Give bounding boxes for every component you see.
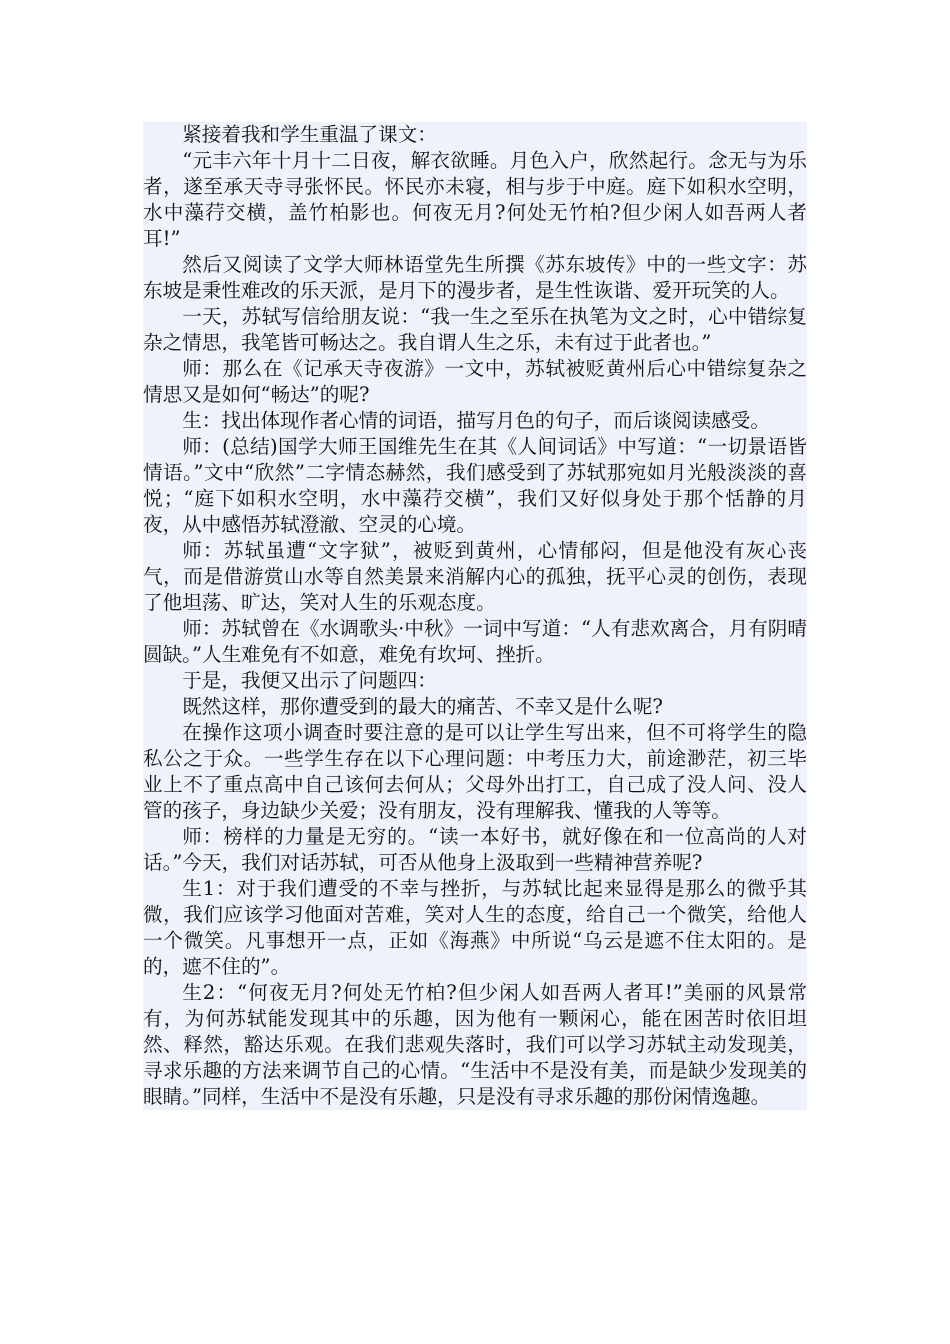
paragraph-9: 师：苏轼曾在《水调歌头·中秋》一词中写道：“人有悲欢离合，月有阴晴圆缺。”人生难免有不如意，难免有坎坷、挫折。 bbox=[143, 617, 807, 666]
paragraph-3: 然后又阅读了文学大师林语堂先生所撰《苏东坡传》中的一些文字：苏东坡是秉性难改的乐天派，是月下的漫步者，是生性诙谐、爱开玩笑的人。 bbox=[143, 253, 807, 302]
paragraph-2: “元丰六年十月十二日夜，解衣欲睡。月色入户，欣然起行。念无与为乐者，遂至承天寺寻张怀民。怀民亦未寝，相与步于中庭。庭下如积水空明，水中藻荇交横，盖竹柏影也。何夜无月?何处无竹柏?但少闲人如吾两人者耳!” bbox=[143, 149, 807, 250]
paragraph-1: 紧接着我和学生重温了课文： bbox=[182, 123, 437, 146]
paragraph-15: 生2：“何夜无月?何处无竹柏?但少闲人如吾两人者耳!”美丽的风景常有，为何苏轼能发现其中的乐趣，因为他有一颗闲心，能在困苦时依旧坦然、释然，豁达乐观。在我们悲观失落时，我们可以学习苏轼主动发现美，寻求乐趣的方法来调节自己的心情。“生活中不是没有美，而是缺少发现美的眼睛。”同样，生活中不是没有乐趣，只是没有寻求乐趣的那份闲情逸趣。 bbox=[143, 981, 807, 1108]
paragraph-14: 生1：对于我们遭受的不幸与挫折，与苏轼比起来显得是那么的微乎其微，我们应该学习他面对苦难，笑对人生的态度，给自己一个微笑，给他人一个微笑。凡事想开一点，正如《海燕》中所说“乌云是遮不住太阳的。是的，遮不住的”。 bbox=[143, 877, 807, 978]
paragraph-13: 师：榜样的力量是无穷的。“读一本好书，就好像在和一位高尚的人对话。”今天，我们对话苏轼，可否从他身上汲取到一些精神营养呢? bbox=[143, 825, 807, 874]
paragraph-7: 师：(总结)国学大师王国维先生在其《人间词话》中写道：“一切景语皆情语。”文中“欣然”二字情态赫然，我们感受到了苏轼那宛如月光般淡淡的喜悦；“庭下如积水空明，水中藻荇交横”，我们又好似身处于那个恬静的月夜，从中感悟苏轼澄澈、空灵的心境。 bbox=[143, 435, 807, 536]
paragraph-10: 于是，我便又出示了问题四： bbox=[182, 669, 437, 692]
paragraph-4: 一天，苏轼写信给朋友说：“我一生之至乐在执笔为文之时，心中错综复杂之情思，我笔皆可畅达之。我自谓人生之乐，未有过于此者也。” bbox=[143, 305, 807, 354]
paragraph-8: 师：苏轼虽遭“文字狱”，被贬到黄州，心情郁闷，但是他没有灰心丧气，而是借游赏山水等自然美景来消解内心的孤独，抚平心灵的创伤，表现了他坦荡、旷达，笑对人生的乐观态度。 bbox=[143, 539, 807, 614]
paragraph-12: 在操作这项小调查时要注意的是可以让学生写出来，但不可将学生的隐私公之于众。一些学生存在以下心理问题：中考压力大，前途渺茫，初三毕业上不了重点高中自己该何去何从；父母外出打工，自己成了没人问、没人管的孩子，身边缺少关爱；没有朋友，没有理解我、懂我的人等等。 bbox=[143, 721, 807, 822]
paragraph-11: 既然这样，那你遭受到的最大的痛苦、不幸又是什么呢? bbox=[182, 695, 663, 718]
paragraph-6: 生：找出体现作者心情的词语，描写月色的句子，而后谈阅读感受。 bbox=[182, 409, 770, 432]
paragraph-5: 师：那么在《记承天寺夜游》一文中，苏轼被贬黄州后心中错综复杂之情思又是如何“畅达”的呢? bbox=[143, 357, 807, 406]
lesson-text-block bbox=[143, 122, 807, 1110]
